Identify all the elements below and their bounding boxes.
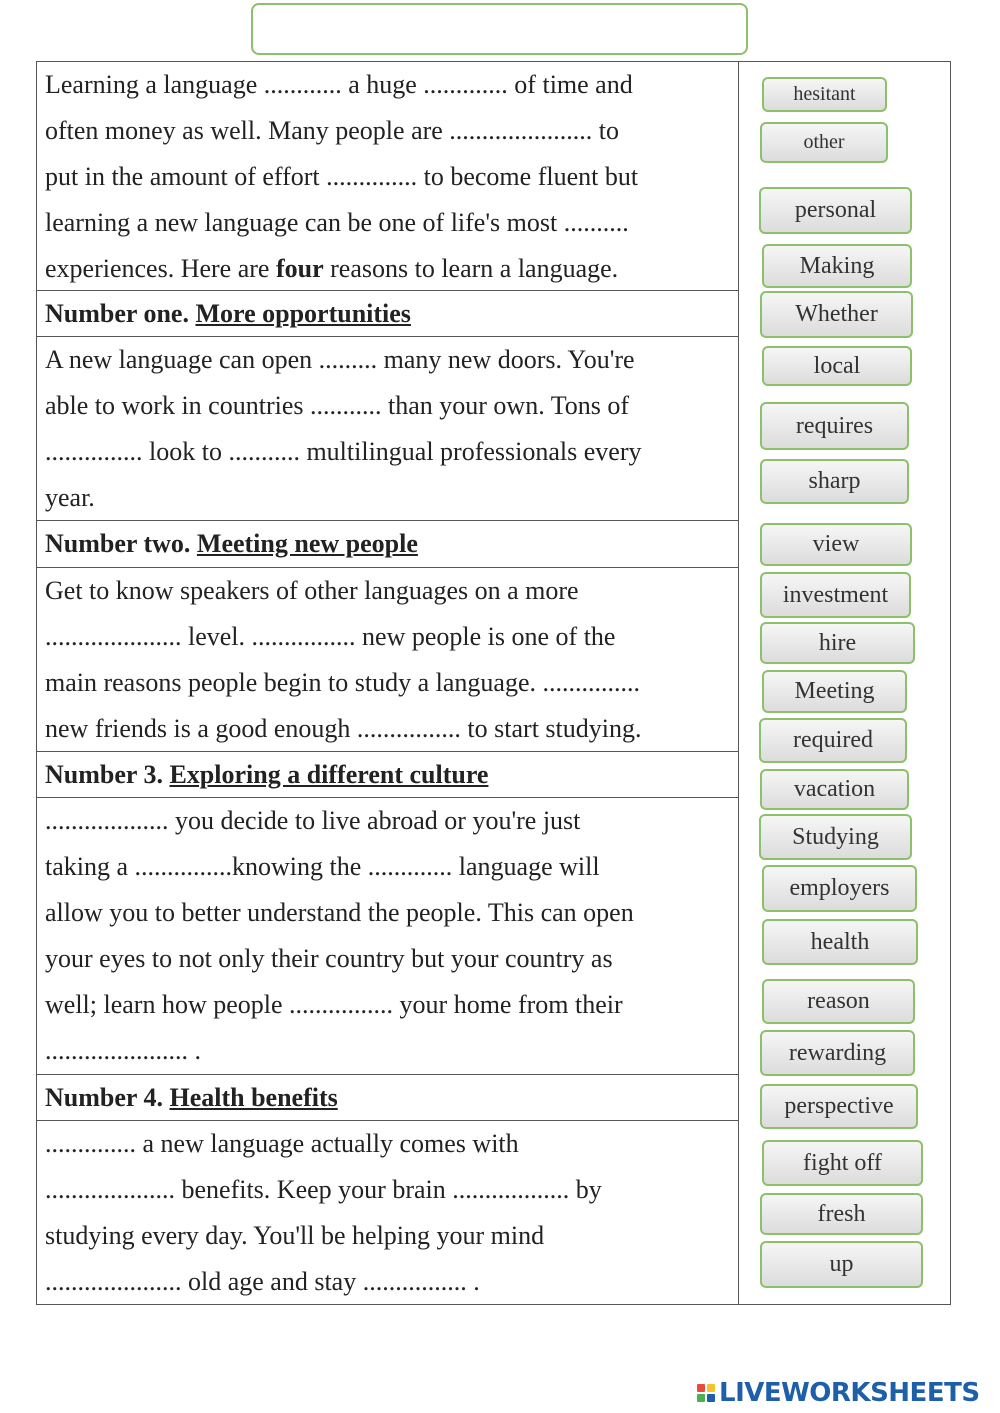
paragraph-line: your eyes to not only their country but your country as (45, 944, 613, 973)
word-tile-hire[interactable]: hire (760, 622, 915, 664)
paragraph-line: main reasons people begin to study a language. ............... (45, 668, 640, 697)
word-tile-studying[interactable]: Studying (759, 814, 912, 860)
word-tile-hesitant[interactable]: hesitant (762, 77, 887, 112)
paragraph-line: ..................... old age and stay ................ . (45, 1267, 480, 1296)
word-tile-view[interactable]: view (760, 523, 912, 566)
paragraph-meeting-people (37, 568, 738, 752)
word-tile-requires[interactable]: requires (760, 402, 909, 450)
paragraph-line: .................... benefits. Keep your brain .................. by (45, 1175, 602, 1204)
word-tile-personal[interactable]: personal (759, 187, 912, 234)
intro-line: learning a new language can be one of life's most .......... (45, 208, 629, 237)
word-tile-making[interactable]: Making (762, 244, 912, 288)
intro-line: Learning a language ............ a huge ............. of time and (45, 70, 633, 99)
heading-title: More opportunities (195, 299, 411, 328)
word-tile-perspective[interactable]: perspective (760, 1084, 918, 1129)
paragraph-health (37, 1121, 738, 1304)
intro-line: put in the amount of effort .............. to become fluent but (45, 162, 639, 191)
word-tile-investment[interactable]: investment (760, 572, 911, 618)
word-tile-local[interactable]: local (762, 346, 912, 386)
paragraph-line: .............. a new language actually comes with (45, 1129, 519, 1158)
liveworksheets-logo (697, 1378, 980, 1408)
heading-number-two (37, 521, 738, 568)
intro-bold-word: four (275, 254, 324, 283)
paragraph-line: well; learn how people ................ your home from their (45, 990, 623, 1019)
intro-line: often money as well. Many people are ...................... to (45, 116, 620, 145)
word-tile-health[interactable]: health (762, 919, 918, 965)
heading-title: Exploring a different culture (169, 760, 489, 789)
word-tile-rewarding[interactable]: rewarding (760, 1030, 915, 1076)
title-input-box[interactable] (251, 3, 748, 55)
heading-prefix: Number 3. (45, 760, 170, 789)
word-tile-fresh[interactable]: fresh (760, 1193, 923, 1235)
paragraph-opportunities (37, 337, 738, 521)
heading-prefix: Number 4. (45, 1083, 170, 1112)
word-tile-meeting[interactable]: Meeting (762, 670, 907, 713)
intro-paragraph (37, 62, 738, 291)
column-divider (738, 61, 739, 1305)
word-tile-up[interactable]: up (760, 1241, 923, 1288)
paragraph-line: A new language can open ......... many new doors. You're (45, 345, 635, 374)
paragraph-line: able to work in countries ........... than your own. Tons of (45, 391, 630, 420)
word-tile-vacation[interactable]: vacation (760, 769, 909, 810)
paragraph-line: ................... you decide to live abroad or you're just (45, 806, 581, 835)
paragraph-line: allow you to better understand the people. This can open (45, 898, 634, 927)
heading-prefix: Number two. (45, 529, 197, 558)
word-tile-fight-off[interactable]: fight off (762, 1140, 923, 1186)
paragraph-line: taking a ...............knowing the ............. language will (45, 852, 600, 881)
heading-number-one (37, 291, 738, 337)
word-tile-reason[interactable]: reason (762, 979, 915, 1024)
word-tile-whether[interactable]: Whether (760, 291, 913, 338)
word-tile-employers[interactable]: employers (762, 865, 917, 912)
heading-prefix: Number one. (45, 299, 196, 328)
paragraph-line: new friends is a good enough ................ to start studying. (45, 714, 642, 743)
word-tile-other[interactable]: other (760, 122, 888, 163)
heading-number-four (37, 1075, 738, 1121)
paragraph-line: Get to know speakers of other languages on a more (45, 576, 579, 605)
paragraph-line: studying every day. You'll be helping your mind (45, 1221, 545, 1250)
paragraph-line: ..................... level. ................ new people is one of the (45, 622, 616, 651)
word-tile-sharp[interactable]: sharp (760, 459, 909, 504)
word-tile-required[interactable]: required (759, 718, 907, 763)
heading-title: Meeting new people (196, 529, 418, 558)
paragraph-line: ...................... . (45, 1036, 201, 1065)
paragraph-line: year. (45, 483, 95, 512)
logo-mark-icon (697, 1384, 715, 1402)
intro-line-last: experiences. Here are four reasons to learn a language. (45, 254, 619, 283)
heading-title: Health benefits (169, 1083, 338, 1112)
paragraph-line: ............... look to ........... multilingual professionals every (45, 437, 642, 466)
logo-text: LIVEWORKSHEETS (719, 1378, 980, 1408)
paragraph-culture (37, 798, 738, 1075)
heading-number-three (37, 752, 738, 798)
